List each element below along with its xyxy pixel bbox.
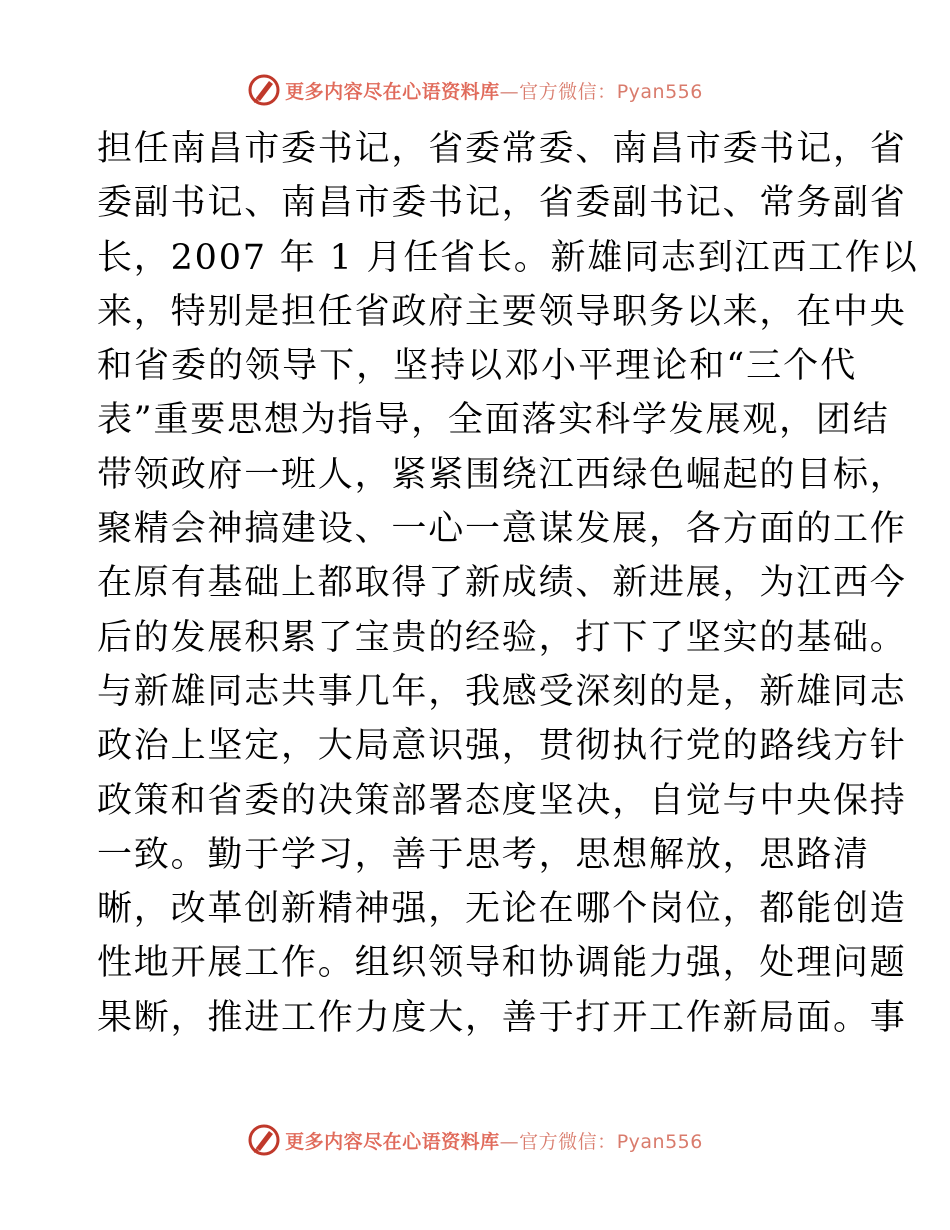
banner-wechat-label: 官方微信：: [519, 1130, 617, 1153]
text-line: 一致。勤于学习，善于思考，思想解放，思路清: [97, 834, 870, 875]
text-line: 后的发展积累了宝贵的经验，打下了坚实的基础。: [97, 617, 907, 658]
text-line: 表”重要思想为指导，全面落实科学发展观，团结: [97, 400, 890, 441]
text-line: 委副书记、南昌市委书记，省委副书记、常务副省: [97, 183, 907, 224]
banner-dash: —: [499, 1130, 520, 1153]
pen-logo-icon: [247, 1123, 281, 1157]
text-line: 政策和省委的决策部署态度坚决，自觉与中央保持: [97, 780, 907, 821]
text-line: 带领政府一班人，紧紧围绕江西绿色崛起的目标，: [97, 454, 907, 495]
banner-dash: —: [499, 80, 520, 103]
banner-main-text: 更多内容尽在心语资料库: [285, 80, 500, 103]
header-banner: [0, 70, 950, 110]
text-line: 长，2007 年 1 月任省长。新雄同志到江西工作以: [97, 237, 919, 278]
text-line: 性地开展工作。组织领导和协调能力强，处理问题: [97, 943, 907, 984]
text-line: 与新雄同志共事几年，我感受深刻的是，新雄同志: [97, 671, 907, 712]
banner-wechat-label: 官方微信：: [519, 80, 617, 103]
text-line: 政治上坚定，大局意识强，贯彻执行党的路线方针: [97, 726, 907, 767]
banner-wechat-id: Pyan556: [616, 1130, 703, 1153]
text-line: 在原有基础上都取得了新成绩、新进展，为江西今: [97, 563, 907, 604]
pen-logo-icon: [247, 73, 281, 107]
header-banner-text: [285, 77, 703, 104]
text-line: 担任南昌市委书记，省委常委、南昌市委书记，省: [97, 129, 907, 169]
banner-wechat-id: Pyan556: [616, 80, 703, 103]
text-line: 聚精会神搞建设、一心一意谋发展，各方面的工作: [97, 509, 907, 550]
footer-banner-text: [285, 1127, 703, 1154]
text-line: 来，特别是担任省政府主要领导职务以来，在中央: [97, 291, 907, 332]
text-line: 和省委的领导下，坚持以邓小平理论和“三个代: [97, 346, 857, 387]
banner-main-text: 更多内容尽在心语资料库: [285, 1130, 500, 1153]
text-line: 果断，推进工作力度大，善于打开工作新局面。事: [97, 997, 907, 1038]
footer-banner: [0, 1120, 950, 1160]
text-line: 晰，改革创新精神强，无论在哪个岗位，都能创造: [97, 889, 907, 930]
document-body: [97, 122, 919, 1045]
